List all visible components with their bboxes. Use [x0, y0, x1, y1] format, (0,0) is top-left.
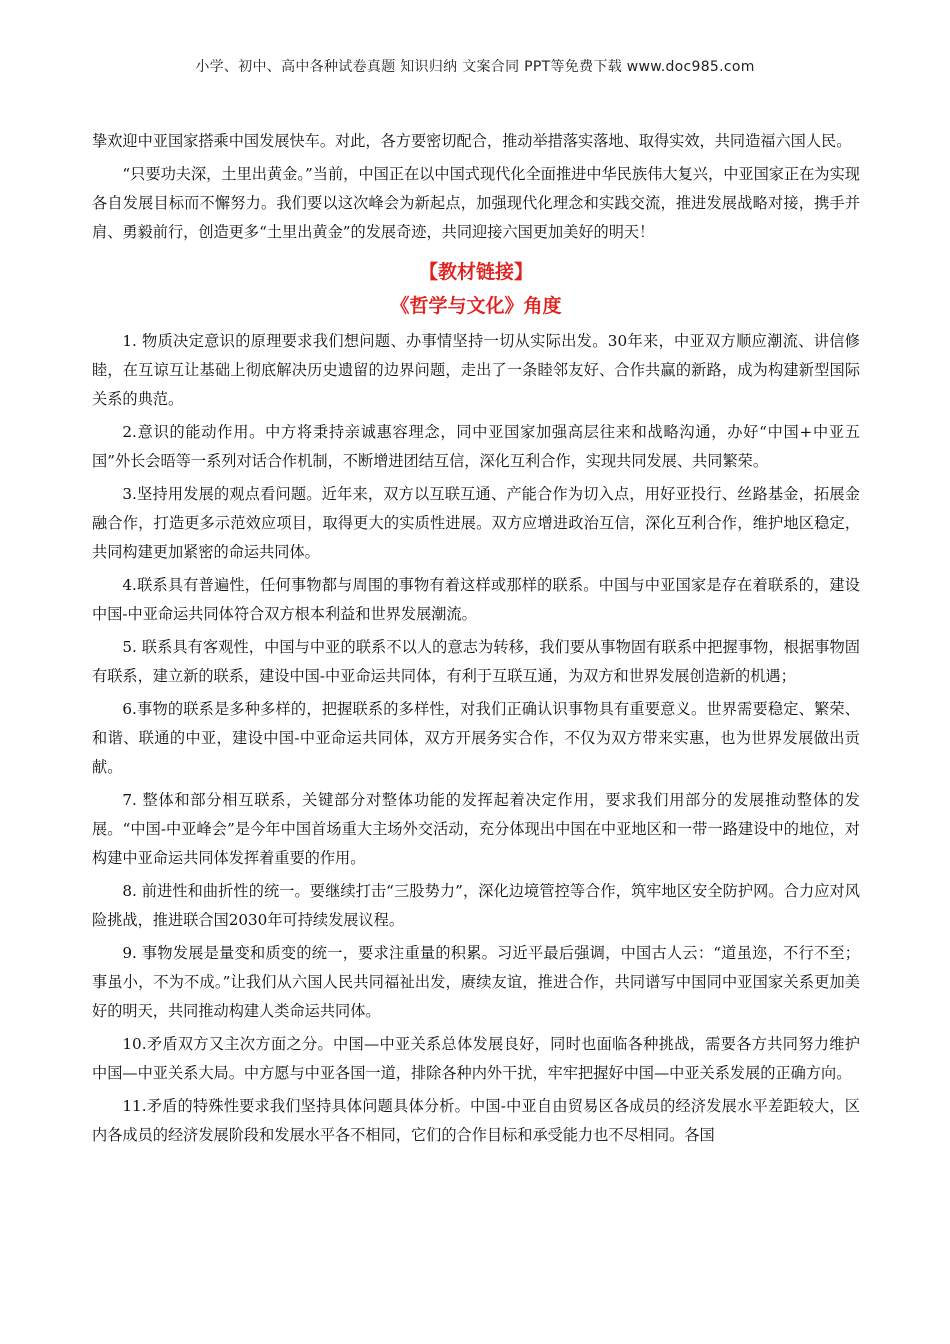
intro-paragraph: “只要功夫深，土里出黄金。”当前，中国正在以中国式现代化全面推进中华民族伟大复兴，中亚国家正在为实现各自发展目标而不懈努力。我们要以这次峰会为新起点，加强现代化理念和实践交流，推进发展战略对接，携手并肩、勇毅前行，创造更多“土里出黄金”的发展奇迹，共同迎接六国更加美好的明天！: [92, 165, 860, 241]
point-paragraph: 2.意识的能动作用。中方将秉持亲诚惠容理念，同中亚国家加强高层往来和战略沟通，办好“中国+中亚五国”外长会晤等一系列对话合作机制，不断增进团结互信，深化互利合作，实现共同发展、共同繁荣。: [92, 423, 860, 470]
point-paragraph: 1. 物质决定意识的原理要求我们想问题、办事情坚持一切从实际出发。30年来，中亚双方顺应潮流、讲信修睦，在互谅互让基础上彻底解决历史遗留的边界问题，走出了一条睦邻友好、合作共赢的新路，成为构建新型国际关系的典范。: [92, 332, 860, 408]
point-paragraph: 7. 整体和部分相互联系，关键部分对整体功能的发挥起着决定作用，要求我们用部分的发展推动整体的发展。“中国-中亚峰会”是今年中国首场重大主场外交活动，充分体现出中国在中亚地区和一带一路建设中的地位，对构建中亚命运共同体发挥着重要的作用。: [92, 791, 860, 867]
intro-paragraph: 挚欢迎中亚国家搭乘中国发展快车。对此，各方要密切配合，推动举措落实落地、取得实效，共同造福六国人民。: [92, 132, 852, 150]
point-paragraph: 4.联系具有普遍性，任何事物都与周围的事物有着这样或那样的联系。中国与中亚国家是存在着联系的，建设中国-中亚命运共同体符合双方根本利益和世界发展潮流。: [92, 576, 860, 623]
point-paragraph: 8. 前进性和曲折性的统一。要继续打击“三股势力”，深化边境管控等合作，筑牢地区安全防护网。合力应对风险挑战，推进联合国2030年可持续发展议程。: [92, 882, 860, 929]
point-paragraph: 3.坚持用发展的观点看问题。近年来，双方以互联互通、产能合作为切入点，用好亚投行、丝路基金，拓展金融合作，打造更多示范效应项目，取得更大的实质性进展。双方应增进政治互信，深化互利合作，维护地区稳定，共同构建更加紧密的命运共同体。: [92, 485, 860, 561]
section-title: 【教材链接】: [418, 261, 533, 283]
point-paragraph: 10.矛盾双方又主次方面之分。中国—中亚关系总体发展良好，同时也面临各种挑战，需要各方共同努力维护中国—中亚关系大局。中方愿与中亚各国一道，排除各种内外干扰，牢牢把握好中国—中亚关系发展的正确方向。: [92, 1035, 860, 1082]
point-paragraph: 9. 事物发展是量变和质变的统一，要求注重量的积累。习近平最后强调，中国古人云：“道虽迩，不行不至；事虽小，不为不成。”让我们从六国人民共同福祉出发，赓续友谊，推进合作，共同谱写中国同中亚国家关系更加美好的明天，共同推动构建人类命运共同体。: [92, 944, 860, 1020]
subsection-title: 《哲学与文化》角度: [390, 295, 562, 317]
document-body: [92, 127, 860, 1154]
page-header: 小学、初中、高中各种试卷真题 知识归纳 文案合同 PPT等免费下载 www.doc985.com: [195, 59, 755, 75]
point-paragraph: 5. 联系具有客观性，中国与中亚的联系不以人的意志为转移，我们要从事物固有联系中把握事物，根据事物固有联系，建立新的联系，建设中国-中亚命运共同体，有利于互联互通，为双方和世界发展创造新的机遇；: [92, 638, 860, 685]
point-paragraph: 6.事物的联系是多种多样的，把握联系的多样性，对我们正确认识事物具有重要意义。世界需要稳定、繁荣、和谐、联通的中亚，建设中国-中亚命运共同体，双方开展务实合作，不仅为双方带来实惠，也为世界发展做出贡献。: [92, 700, 860, 776]
point-paragraph: 11.矛盾的特殊性要求我们坚持具体问题具体分析。中国-中亚自由贸易区各成员的经济发展水平差距较大，区内各成员的经济发展阶段和发展水平各不相同，它们的合作目标和承受能力也不尽相同。各国: [92, 1097, 860, 1144]
